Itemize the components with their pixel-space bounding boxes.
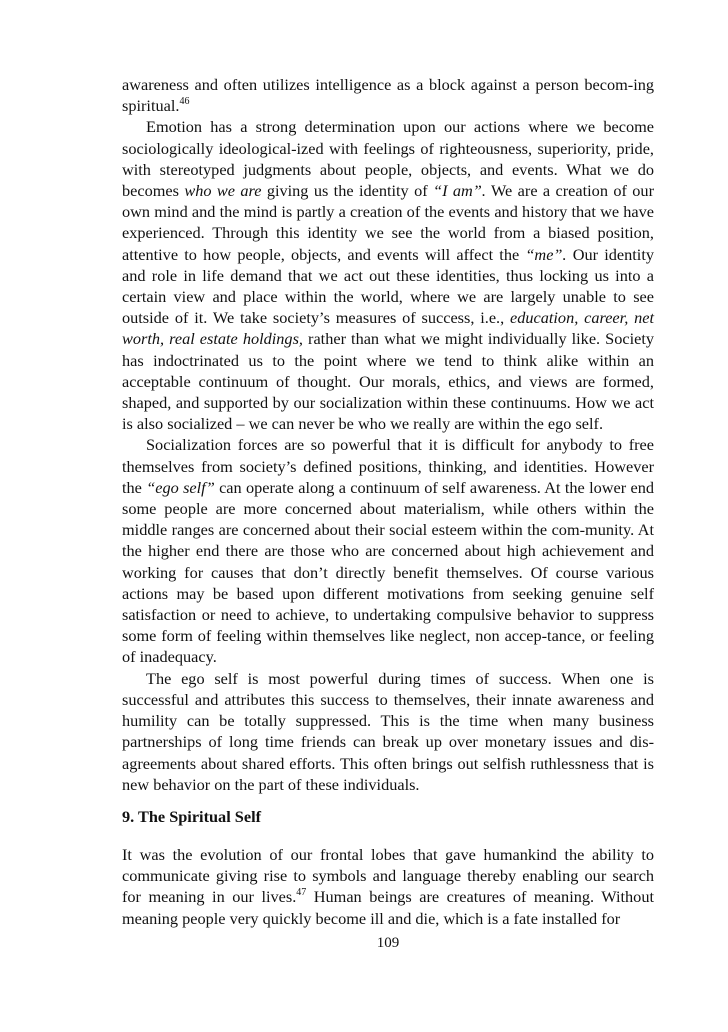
text-run: We are a creation of our own mind and the mind is partly a creation of the events and history that we have experienced. Through this identity we see the world from a biased position, attentive to how people, objects, and events will affect the <box>122 181 654 264</box>
paragraph <box>122 74 654 116</box>
italic-text: education, career, net worth, real estate holdings, <box>122 308 654 349</box>
text-run: It was the evolution of our frontal lobes that gave humankind the ability to communicate giving rise to symbols and language thereby enabling our search for meaning in our lives. <box>122 845 654 907</box>
footnote-ref: 47 <box>296 887 307 899</box>
paragraph <box>122 434 654 667</box>
text-run: Human beings are creatures of meaning. Without meaning people very quickly become ill and die, which is a fate installed for <box>122 887 654 928</box>
text-run: can operate along a continuum of self awareness. At the lower end some people are more concerned about materialism, while others within the middle ranges are concerned about their social esteem within the com-munity. At the higher end there are those who are concerned about high achievement and working for causes that don’t directly benefit themselves. Of course various actions may be based upon different motivations from seeking genuine self satisfaction or need to achieve, to undertaking compulsive behavior to suppress some form of feeling within themselves like neglect, non accep-tance, or feeling of inadequacy. <box>122 477 654 667</box>
section-paragraph <box>122 844 654 929</box>
italic-text: “ego self” <box>146 477 215 497</box>
text-run: giving us the identity of <box>261 181 434 201</box>
footnote-ref: 46 <box>179 96 190 108</box>
paragraph <box>122 116 654 434</box>
text-run: The ego self is most powerful during times of success. When one is successful and attributes this success to themselves, their innate awareness and humility can be totally suppressed. This is the time when many business partnerships of long time friends can break up over monetary issues and dis-agreements about shared efforts. This often brings out selfish ruthlessness that is new behavior on the part of these individuals. <box>122 668 654 794</box>
italic-text: “I am”. <box>433 181 486 201</box>
text-run: Emotion has a strong determination upon our actions where we become sociologically ideological-ized with feelings of righteousness, superiority, pride, with stereotyped judgments about people, objects, and events. What we do becomes <box>122 117 654 201</box>
body-text <box>122 74 654 795</box>
section-heading: 9. The Spiritual Self <box>122 807 262 826</box>
text-run: rather than what we might individually like. Society has indoctrinated us to the point where we tend to think alike within an acceptable continuum of thought. Our morals, ethics, and views are formed, shaped, and supported by our socialization within these continuums. How we act is also socialized – we can never be who we really are within the ego self. <box>122 329 655 434</box>
italic-text: “me”. <box>525 244 567 264</box>
page-number: 109 <box>376 935 400 951</box>
paragraph <box>122 668 654 795</box>
text-run: Our identity and role in life demand that we act out these identities, thus locking us into a certain view and place within the world, where we are largely unable to see outside of it. We take society’s measures of success, i.e., <box>122 244 654 328</box>
italic-text: who we are <box>184 181 262 201</box>
text-run: Socialization forces are so powerful that it is difficult for anybody to free themselves from society’s defined positions, thinking, and identities. However the <box>122 435 654 497</box>
text-run: awareness and often utilizes intelligence as a block against a person becom-ing spiritual. <box>122 75 654 116</box>
